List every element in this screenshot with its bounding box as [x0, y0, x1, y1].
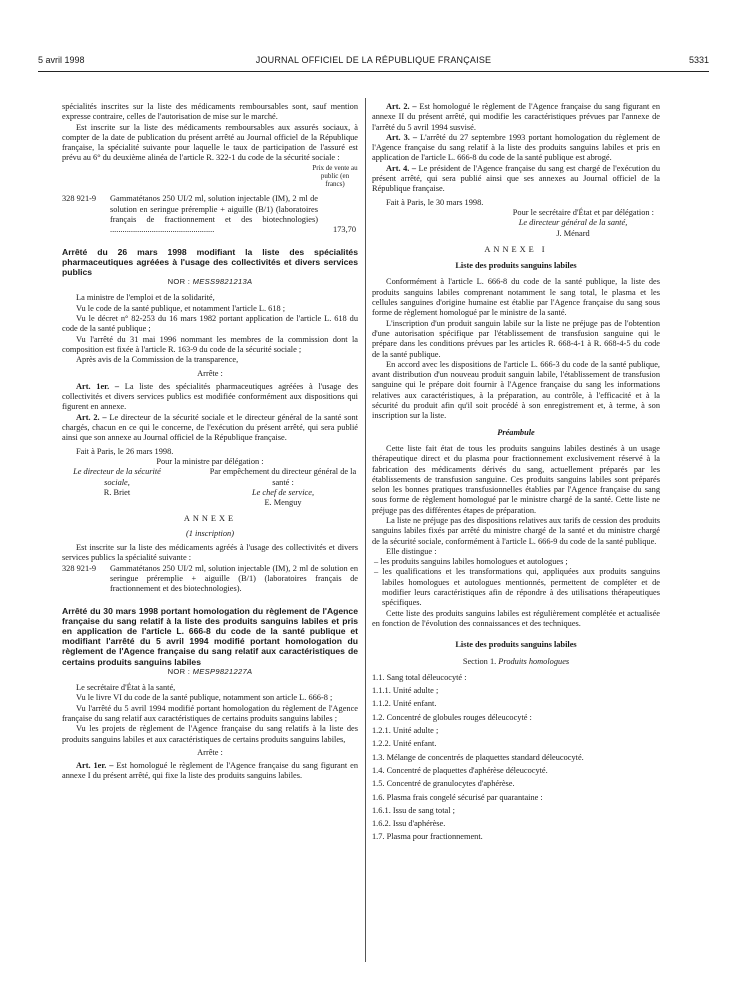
list-item: – les qualifications et les transformations qui, appliquées aux produits sanguins labiles homologues et autologues mentionnés, permettent de compléter et de modifier leurs caractéristiques afin de répondre à des utilisations thérapeutiques spécifiques. — [374, 567, 660, 608]
signatory-name: J. Ménard — [556, 228, 590, 238]
entry-code: 328 921-9 — [62, 563, 97, 573]
list-item: 1.6.1. Issu de sang total ; — [372, 805, 455, 815]
section-heading: Section 1. Produits homologues — [462, 656, 570, 666]
preamble-heading: Préambule — [497, 427, 535, 437]
article: Art. 3. – L'arrêté du 27 septembre 1993 portant homologation du règlement de l'Agence française du sang relatif à la liste des produits sanguins labiles et pris en application de l'article L. 666-8 du code de la santé publique est abrogé. — [372, 132, 660, 163]
list-item: 1.2.2. Unité enfant. — [372, 739, 437, 749]
page-header — [38, 55, 709, 69]
column-divider — [365, 98, 366, 962]
signatory-title: Le directeur général de la santé, — [518, 218, 628, 228]
annexe-heading: ANNEXE — [183, 514, 237, 524]
list-item: 1.2.1. Unité adulte ; — [372, 726, 439, 736]
left-column — [62, 102, 358, 782]
list-item: 1.6. Plasma frais congelé sécurisé par quarantaine : — [372, 792, 543, 802]
list-item: 1.1.2. Unité enfant. — [372, 699, 437, 709]
list-item: 1.7. Plasma pour fractionnement. — [372, 832, 483, 842]
signatory-title: Le directeur de la sécurité sociale, — [73, 467, 161, 487]
header-date: 5 avril 1998 — [38, 55, 85, 65]
annexe-heading: ANNEXE I — [484, 244, 548, 254]
date-line: Fait à Paris, le 30 mars 1998. — [386, 197, 484, 207]
decree-title: Arrêté du 26 mars 1998 modifiant la liste des spécialités pharmaceutiques agréées à l'usage des collectivités et divers services publics — [62, 246, 358, 277]
paragraph: Cette liste fait état de tous les produits sanguins labiles destinés à un usage thérapeutique direct et du plasma pour fractionnement exclusivement réservé à la fabrication des médicaments dérivés du sang, actuellement préparés par les établissements de transfusion sanguine. Ces produits sanguins labiles sont préparés selon les bonnes pratiques transfusionnelles établies par l'Agence française du sang sous forme de règlement homologué par le ministre chargé de la santé. Cette liste ne préjuge pas des différentes étapes de préparation. — [372, 443, 660, 515]
signatory-name: R. Briet — [103, 487, 131, 497]
signature-block — [372, 208, 660, 239]
article: Art. 2. – Le directeur de la sécurité sociale et le directeur général de la santé sont chargés, chacun en ce qui le concerne, de l'exécution du présent arrêté, qui sera publié ainsi que son annexe au Journal officiel de la République française. — [62, 412, 358, 443]
list-item: 1.4. Concentré de plaquettes d'aphérèse déleucocyté. — [372, 765, 548, 775]
list-item: 1.6.2. Issu d'aphérèse. — [372, 819, 446, 829]
paragraph: Conformément à l'article L. 666-8 du code de la santé publique, la liste des produits sanguins labiles comprenant notamment le sang total, le plasma et les cellules sanguines d'origine humaine est établie par l'Agence française du sang sous forme de règlement homologué par le ministre de la santé. — [372, 277, 660, 318]
nor-reference: NOR : MESS9821213A — [167, 277, 253, 287]
delegation-line: Pour la ministre par délégation : — [156, 456, 264, 466]
arrete-heading: Arrête : — [197, 368, 223, 378]
signatory-title: Par empêchement du directeur général de la santé : — [209, 467, 357, 487]
paragraph: La ministre de l'emploi et de la solidarité, — [76, 293, 215, 303]
header-rule — [38, 71, 709, 72]
list-item: – les produits sanguins labiles homologues et autologues ; — [374, 557, 568, 567]
paragraph: Après avis de la Commission de la transparence, — [76, 355, 239, 365]
entry-price: 173,70 — [333, 225, 356, 235]
list-item: 1.1. Sang total déleucocyté : — [372, 672, 467, 682]
paragraph: L'inscription d'un produit sanguin labile sur la liste ne préjuge pas de l'obtention d'une autorisation spécifique par l'établissement de transfusion sanguine qui le prépare dans les conditions prévues par les articles R. 668-4-1 à R. 668-4-5 du code de la santé publique. — [372, 318, 660, 359]
annexe-title: Liste des produits sanguins labiles — [455, 261, 577, 271]
paragraph: spécialités inscrites sur la liste des médicaments remboursables sont, sauf mention expresse contraire, celles de l'autorisation de mise sur le marché. — [62, 102, 358, 122]
date-line: Fait à Paris, le 26 mars 1998. — [76, 446, 174, 456]
medication-entry — [62, 194, 358, 235]
paragraph: Vu l'arrêté du 5 avril 1994 modifié portant homologation du règlement de l'Agence française du sang relatif aux caractéristiques de certains produits sanguins labiles ; — [62, 703, 358, 723]
list-item: 1.5. Concentré de granulocytes d'aphérèse. — [372, 779, 515, 789]
signatory-subtitle: Le chef de service, — [251, 487, 315, 497]
entry-code: 328 921-9 — [62, 194, 97, 204]
list-item: 1.1.1. Unité adulte ; — [372, 686, 439, 696]
paragraph: Vu le code de la santé publique, et notamment l'article L. 618 ; — [76, 303, 286, 313]
article: Art. 1er. – Est homologué le règlement de l'Agence française du sang figurant en annexe I du présent arrêté, qui fixe la liste des produits sanguins labiles. — [62, 761, 358, 781]
arrete-heading: Arrête : — [197, 747, 223, 757]
paragraph: Vu le livre VI du code de la santé publique, notamment son article L. 666-8 ; — [76, 693, 333, 703]
right-column — [372, 102, 660, 846]
annexe-subheading: (1 inscription) — [186, 528, 234, 538]
paragraph: Est inscrite sur la liste des médicaments agréés à l'usage des collectivités et divers services publics la spécialité suivante : — [62, 543, 358, 563]
article: Art. 2. – Est homologué le règlement de l'Agence française du sang figurant en annexe II du présent arrêté, qui modifie les caractéristiques prévues par l'annexe de l'arrêté du 5 avril 1994 susvisé. — [372, 102, 661, 132]
medication-entry — [62, 564, 358, 595]
entry-text: Gammatétanos 250 UI/2 ml, solution injectable (IM), 2 ml de solution en seringue préremplie + aiguille (B/1) (laboratoires français de fractionnement et des biotechnologies) .................................................. — [110, 194, 318, 235]
signatures — [62, 467, 358, 508]
nor-reference: NOR : MESP9821227A — [167, 666, 253, 676]
paragraph: Est inscrite sur la liste des médicaments remboursables aux assurés sociaux, à compter de la date de publication du présent arrêté au Journal officiel de la République française, la spécialité suivante pour laquelle le taux de participation de l'assuré est prévu au 6° du deuxième alinéa de l'article R. 322-1 du code de la sécurité sociale : — [62, 122, 358, 163]
paragraph: En accord avec les dispositions de l'article L. 666-3 du code de la santé publique, avant distribution d'un nouveau produit sanguin labile, l'établissement de transfusion sanguine qui le prépare doit fournir à l'Agence française du sang les informations relatives aux caractéristiques, à la préparation, au contrôle, à l'efficacité et à la sécurité du produit afin qu'il soit procédé à son enregistrement et, à terme, à son inscription sur la liste. — [372, 359, 660, 421]
paragraph: Le secrétaire d'État à la santé, — [76, 683, 176, 693]
paragraph: Vu l'arrêté du 31 mai 1996 nommant les membres de la commission dont la composition est fixée à l'article R. 163-9 du code de la sécurité sociale ; — [62, 334, 358, 354]
paragraph: Vu le décret n° 82-253 du 16 mars 1982 portant application de l'article L. 618 du code de la santé publique ; — [62, 314, 358, 334]
list-title: Liste des produits sanguins labiles — [455, 640, 577, 650]
article: Art. 1er. – La liste des spécialités pharmaceutiques agréées à l'usage des collectivités et divers services publics est modifiée conformément aux dispositions qui figurent en annexe. — [62, 381, 358, 412]
price-column-header: Prix de vente au public (en francs) — [312, 163, 358, 189]
article: Art. 4. – Le président de l'Agence française du sang est chargé de l'exécution du présent arrêté, qui sera publié ainsi que ses annexes au Journal officiel de la République française. — [372, 163, 660, 194]
paragraph: Cette liste des produits sanguins labiles est régulièrement complétée et actualisée en fonction de l'évolution des connaissances et des techniques. — [372, 608, 660, 628]
paragraph: Vu les projets de règlement de l'Agence française du sang relatifs à la liste des produits sanguins labiles et aux caractéristiques de certains produits sanguins labiles, — [62, 724, 358, 744]
journal-title: JOURNAL OFFICIEL DE LA RÉPUBLIQUE FRANÇAISE — [255, 55, 492, 65]
entry-text: Gammatétanos 250 UI/2 ml, solution injectable (IM), 2 ml de solution en seringue préremplie + aiguille (B/1) (laboratoires français de fractionnement et des biotechnologies). — [110, 563, 358, 594]
paragraph: Elle distingue : — [386, 546, 437, 556]
page-number: 5331 — [688, 55, 709, 65]
paragraph: La liste ne préjuge pas des dispositions relatives aux tarifs de cession des produits sanguins labiles fixés par arrêté du ministre chargé de la santé et du ministre chargé de la sécurité sociale, conformément à l'article L. 666-9 du code de la santé publique. — [372, 515, 660, 546]
delegation-line: Pour le secrétaire d'État et par délégation : — [512, 207, 654, 217]
product-list — [372, 673, 660, 843]
list-item: 1.2. Concentré de globules rouges déleucocyté : — [372, 712, 532, 722]
signatory-name: E. Menguy — [264, 498, 302, 508]
decree-title: Arrêté du 30 mars 1998 portant homologation du règlement de l'Agence française du sang relatif à la liste des produits sanguins labiles et pris en application de l'article L. 666-8 du code de la santé publique et modifiant l'arrêté du 5 avril 1994 modifié portant homologation du règlement de l'Agence française du sang relatif aux caractéristiques de certains produits sanguins labiles — [62, 605, 358, 667]
list-item: 1.3. Mélange de concentrés de plaquettes standard déleucocyté. — [372, 752, 584, 762]
